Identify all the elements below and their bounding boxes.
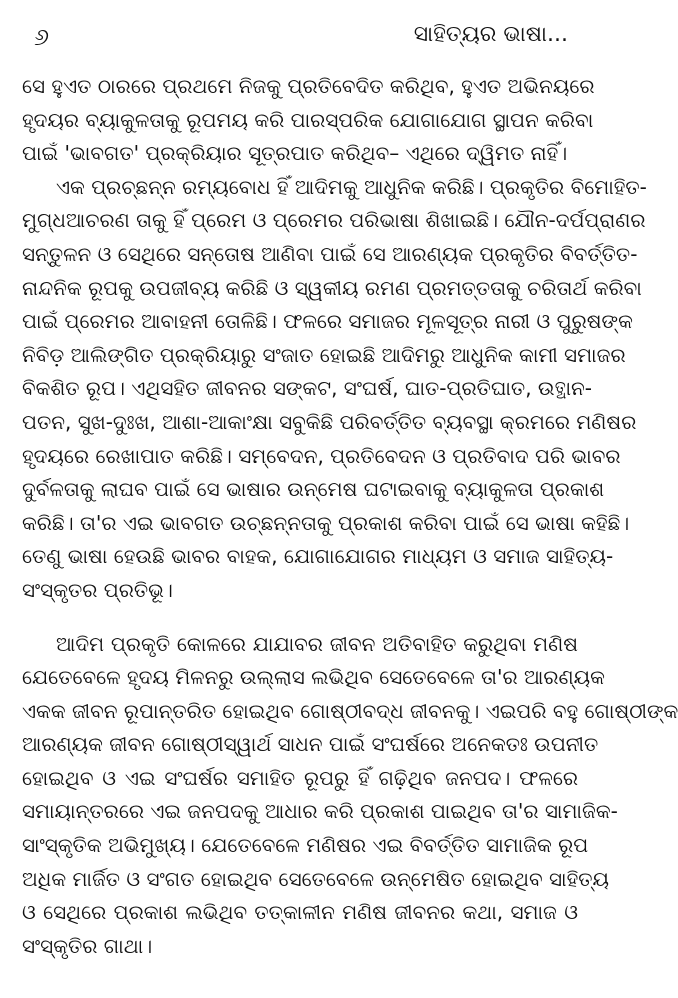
body-text bbox=[22, 70, 678, 963]
text-line: ସଂସ୍କୃତିର ଗାଥା। bbox=[22, 933, 153, 958]
text-line: ସେ ହୁଏତ ଠାରରେ ପ୍ରଥମେ ନିଜକୁ ପ୍ରତିବେଦିତ କରିଥିବ, ହୁଏତ ଅଭିନୟରେ bbox=[22, 74, 595, 98]
text-line: ସନ୍ତୁଳନ ଓ ସେଥିରେ ସନ୍ତୋଷ ଆଣିବା ପାଇଁ ସେ ଆରଣ୍ୟକ ପ୍ରକୃତିର ବିବର୍ତ୍ତିତ- bbox=[22, 241, 638, 266]
text-line: ହୃଦୟର ବ୍ୟାକୁଳତାକୁ ରୂପମୟ କରି ପାରସ୍ପରିକ ଯୋଗାଯୋଗ ସ୍ଥାପନ କରିବା bbox=[22, 107, 594, 132]
text-line: ପାଇଁ ପ୍ରେମର ଆବାହନୀ ତୋଳିଛି। ଫଳରେ ସମାଜର ମୂଳସୂତ୍ର ନାରୀ ଓ ପୁରୁଷଙ୍କ bbox=[22, 309, 633, 334]
text-line: ନିବିଡ଼ ଆଲିଙ୍ଗିତ ପ୍ରକ୍ରିୟାରୁ ସଂଜାତ ହୋଇଛି ଆଦିମରୁ ଆଧୁନିକ କାମୀ ସମାଜର bbox=[22, 342, 626, 367]
text-line: ଓ ସେଥିରେ ପ୍ରକାଶ ଲଭିଥିବ ତତ୍କାଳୀନ ମଣିଷ ଜୀବନର କଥା, ସମାଜ ଓ bbox=[22, 900, 578, 925]
text-line: ମୁଗ୍ଧଆଚରଣ ତାକୁ ହିଁ ପ୍ରେମ ଓ ପ୍ରେମର ପରିଭାଷା ଶିଖାଇଛି। ଯୌନ-ଦର୍ପପ୍ରାଣର bbox=[22, 208, 646, 233]
paragraph bbox=[22, 171, 647, 608]
page-header bbox=[22, 16, 578, 56]
running-title: ସାହିତ୍ୟର ଭାଷା... bbox=[413, 22, 568, 47]
text-line: ଅଧିକ ମାର୍ଜିତ ଓ ସଂଗତ ହୋଇଥିବ ସେତେବେଳେ ଉନ୍ମେଷିତ ହୋଇଥିବ ସାହିତ୍ୟ bbox=[22, 866, 610, 891]
text-line: ସାଂସ୍କୃତିକ ଅଭିମୁଖ୍ୟ। ଯେତେବେଳେ ମଣିଷର ଏଇ ବିବର୍ତ୍ତିତ ସାମାଜିକ ରୂପ bbox=[22, 833, 589, 858]
text-line: ସମାୟାନ୍ତରରେ ଏଇ ଜନପଦକୁ ଆଧାର କରି ପ୍ରକାଶ ପାଇଥିବ ତା'ର ସାମାଜିକ- bbox=[22, 799, 618, 824]
text-line: ଏକକ ଜୀବନ ରୂପାନ୍ତରିତ ହୋଇଥିବ ଗୋଷ୍ଠୀବଦ୍ଧ ଜୀବନକୁ। ଏଇପରି ବହୁ ଗୋଷ୍ଠୀଙ୍କ bbox=[22, 698, 678, 723]
text-line: ହୋଇଥିବ ଓ ଏଇ ସଂଘର୍ଷର ସମାହିତ ରୂପରୁ ହିଁ ଗଢ଼ିଥିବ ଜନପଦ। ଫଳରେ bbox=[22, 765, 578, 790]
text-line: ବିକଶିତ ରୂପ। ଏଥିସହିତ ଜୀବନର ସଙ୍କଟ, ସଂଘର୍ଷ, ଘାତ-ପ୍ରତିଘାତ, ଉତ୍ଥାନ- bbox=[22, 376, 593, 401]
paragraph bbox=[22, 70, 595, 171]
paragraph bbox=[22, 628, 678, 964]
text-line: ଆରଣ୍ୟକ ଜୀବନ ଗୋଷ୍ଠୀସ୍ୱାର୍ଥ ସାଧନ ପାଇଁ ସଂଘର୍ଷରେ ଅନେକତଃ ଉପନୀତ bbox=[22, 732, 599, 757]
text-line: ହୃଦୟରେ ରେଖାପାତ କରିଛି। ସମ୍ବେଦନ, ପ୍ରତିବେଦନ ଓ ପ୍ରତିବାଦ ପରି ଭାବର bbox=[22, 443, 621, 468]
text-line: ଆଦିମ ପ୍ରକୃତି କୋଳରେ ଯାଯାବର ଜୀବନ ଅତିବାହିତ କରୁଥିବା ମଣିଷ bbox=[56, 631, 578, 656]
text-line: ଯେତେବେଳେ ହୃଦୟ ମିଳନରୁ ଉଲ୍ଲାସ ଲଭିଥିବ ସେତେବେଳେ ତା'ର ଆରଣ୍ୟକ bbox=[22, 665, 605, 690]
text-line: ନାନ୍ଦନିକ ରୂପକୁ ଉପଜୀବ୍ୟ କରିଛି ଓ ସ୍ୱକୀୟ ରମଣ ପ୍ରମତ୍ତତାକୁ ଚରିତାର୍ଥ କରିବା bbox=[22, 275, 642, 300]
text-line: ପାଇଁ 'ଭାବଗତ' ପ୍ରକ୍ରିୟାର ସୂତ୍ରପାତ କରିଥିବ– ଏଥିରେ ଦ୍ୱିମତ ନାହିଁ। bbox=[22, 141, 568, 166]
page-number: ୬ bbox=[34, 23, 50, 51]
text-line: ସଂସ୍କୃତର ପ୍ରତିଭୂ। bbox=[22, 577, 173, 602]
text-line: ପତନ, ସୁଖ-ଦୁଃଖ, ଆଶା-ଆକାଂକ୍ଷା ସବୁକିଛି ପରିବର୍ତ୍ତିତ ବ୍ୟବସ୍ଥା କ୍ରମରେ ମଣିଷର bbox=[22, 409, 637, 434]
paragraph-gap bbox=[22, 608, 578, 628]
text-line: ଦୁର୍ବଳତାକୁ ଲାଘବ ପାଇଁ ସେ ଭାଷାର ଉନ୍ମେଷ ଘଟାଇବାକୁ ବ୍ୟାକୁଳତା ପ୍ରକାଶ bbox=[22, 477, 605, 502]
text-line: କରିଛି। ତା'ର ଏଇ ଭାବଗତ ଉଚ୍ଛନ୍ନତାକୁ ପ୍ରକାଶ କରିବା ପାଇଁ ସେ ଭାଷା କହିଛି। bbox=[22, 510, 630, 535]
text-line: ଏକ ପ୍ରଚ୍ଛନ୍ନ ରମ୍ୟବୋଧ ହିଁ ଆଦିମକୁ ଆଧୁନିକ କରିଛି। ପ୍ରକୃତିର ବିମୋହିତ- bbox=[56, 174, 647, 199]
text-line: ତେଣୁ ଭାଷା ହେଉଛି ଭାବର ବାହକ, ଯୋଗାଯୋଗର ମାଧ୍ୟମ ଓ ସମାଜ ସାହିତ୍ୟ- bbox=[22, 544, 614, 569]
